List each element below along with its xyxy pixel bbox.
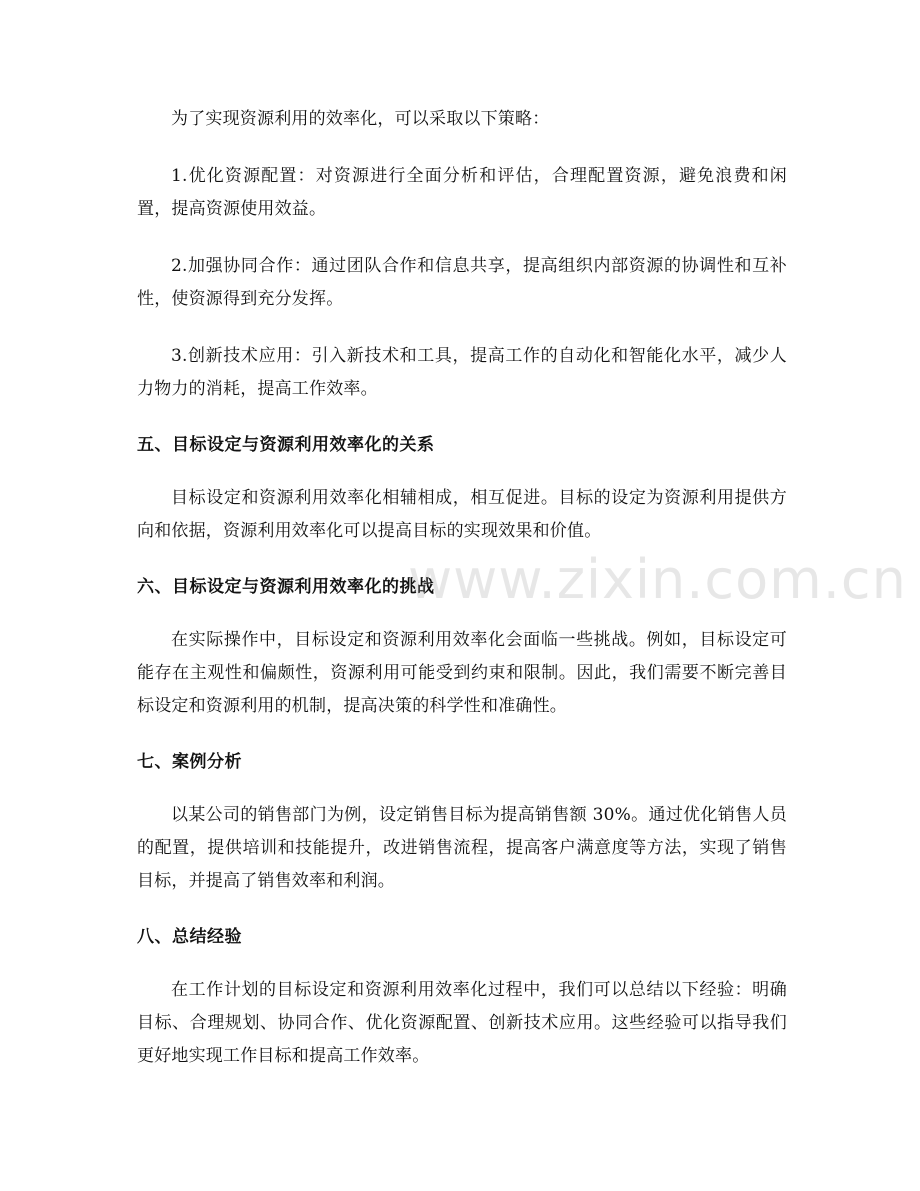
intro-paragraph: 为了实现资源利用的效率化，可以采取以下策略： [171,109,550,129]
section-paragraph-6: 在实际操作中，目标设定和资源利用效率化会面临一些挑战。例如，目标设定可能存在主观性和偏颇性，资源利用可能受到约束和限制。因此，我们需要不断完善目标设定和资源利用的机制，提高决策的科学性和准确性。 [137,630,787,716]
section-heading-6: 六、目标设定与资源利用效率化的挑战 [137,577,435,597]
watermark: www.zixin.com.cn [408,548,907,611]
section-heading-8: 八、总结经验 [137,927,242,947]
section-paragraph-8: 在工作计划的目标设定和资源利用效率化过程中，我们可以总结以下经验：明确目标、合理规划、协同合作、优化资源配置、创新技术应用。这些经验可以指导我们更好地实现工作目标和提高工作效率。 [137,980,787,1066]
strategy-item-2: 2.加强协同合作：通过团队合作和信息共享，提高组织内部资源的协调性和互补性，使资源得到充分发挥。 [137,256,787,309]
section-heading-5: 五、目标设定与资源利用效率化的关系 [137,435,435,455]
strategy-item-3: 3.创新技术应用：引入新技术和工具，提高工作的自动化和智能化水平，减少人力物力的消耗，提高工作效率。 [137,346,787,399]
section-paragraph-7: 以某公司的销售部门为例，设定销售目标为提高销售额 30%。通过优化销售人员的配置，提供培训和技能提升，改进销售流程，提高客户满意度等方法，实现了销售目标，并提高了销售效率和利润。 [137,805,787,891]
section-paragraph-5: 目标设定和资源利用效率化相辅相成，相互促进。目标的设定为资源利用提供方向和依据，资源利用效率化可以提高目标的实现效果和价值。 [137,488,787,541]
section-heading-7: 七、案例分析 [137,752,242,772]
strategy-item-1: 1.优化资源配置：对资源进行全面分析和评估，合理配置资源，避免浪费和闲置，提高资源使用效益。 [137,166,787,219]
document-body [137,103,787,1097]
